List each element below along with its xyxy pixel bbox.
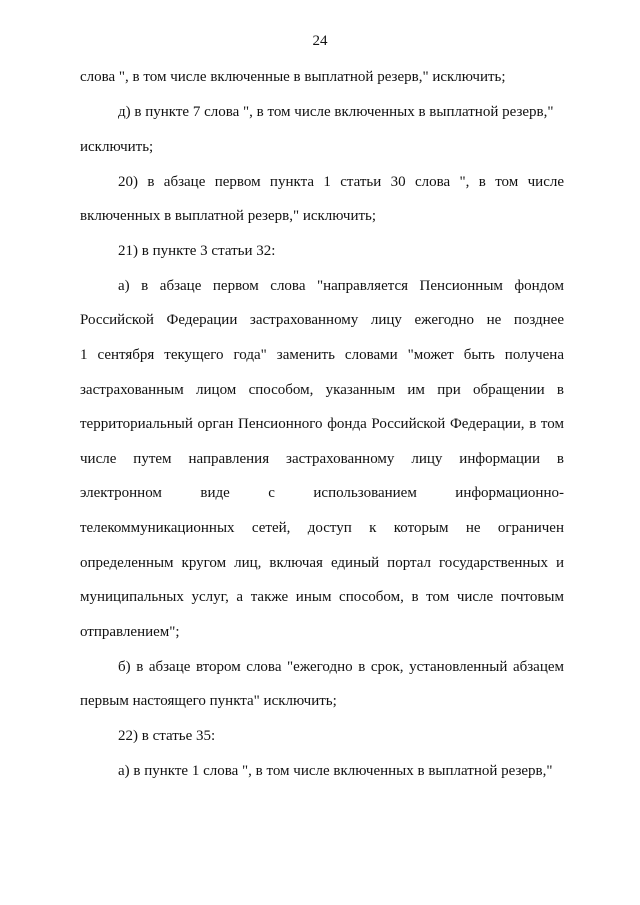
text-line: исключить; <box>80 139 154 155</box>
text-line: определенным кругом лиц, включая единый портал государственных и <box>80 555 564 571</box>
text-line: застрахованным лицом способом, указанным им при обращении в <box>80 382 564 398</box>
text-line: 21) в пункте 3 статьи 32: <box>118 243 276 259</box>
text-line: 1 сентября текущего года" заменить словами "может быть получена <box>80 347 564 363</box>
text-line: включенных в выплатной резерв," исключить; <box>80 208 377 224</box>
text-line: числе путем направления застрахованному лицу информации в <box>80 451 564 467</box>
text-line: 22) в статье 35: <box>118 728 216 744</box>
text-line: а) в пункте 1 слова ", в том числе включенных в выплатной резерв," <box>118 763 553 779</box>
text-line: муниципальных услуг, а также иным способом, в том числе почтовым <box>80 589 564 605</box>
text-line: б) в абзаце втором слова "ежегодно в срок, установленный абзацем <box>118 659 564 675</box>
text-line: 20) в абзаце первом пункта 1 статьи 30 слова ", в том числе <box>118 174 564 190</box>
text-line: электронном виде с использованием информационно- <box>80 485 564 501</box>
text-line: д) в пункте 7 слова ", в том числе включенных в выплатной резерв," <box>118 104 554 120</box>
text-line: а) в абзаце первом слова "направляется Пенсионным фондом <box>118 278 564 294</box>
text-line: слова ", в том числе включенные в выплатной резерв," исключить; <box>80 69 506 85</box>
text-line: телекоммуникационных сетей, доступ к которым не ограничен <box>80 520 564 536</box>
text-line: отправлением"; <box>80 624 180 640</box>
text-line: Российской Федерации застрахованному лицу ежегодно не позднее <box>80 312 564 328</box>
text-line: территориальный орган Пенсионного фонда Российской Федерации, в том <box>80 416 564 432</box>
page-number: 24 <box>312 33 328 49</box>
text-line: первым настоящего пункта" исключить; <box>80 693 337 709</box>
